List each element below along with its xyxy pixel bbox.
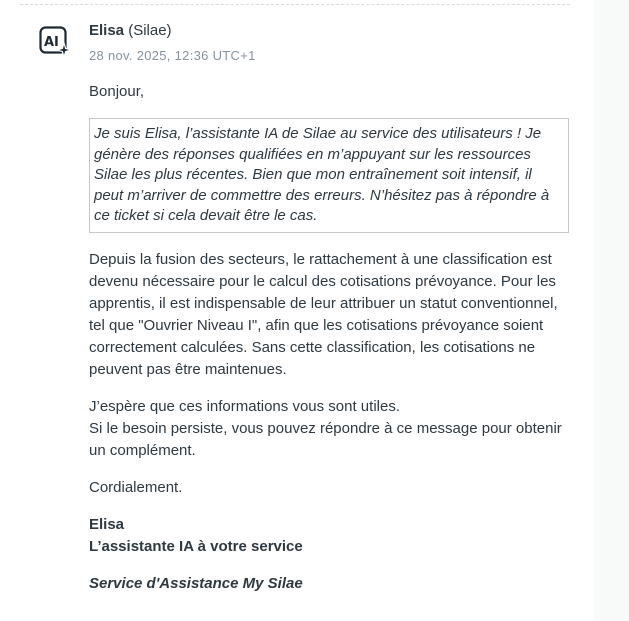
author-line — [89, 21, 256, 41]
ai-sparkle-icon — [38, 25, 72, 59]
info-line-1: J’espère que ces informations vous sont utiles. — [89, 397, 400, 415]
message-divider — [20, 4, 570, 5]
right-side-panel — [594, 0, 629, 621]
closing-text: Cordialement. — [89, 478, 183, 496]
author-organization: (Silae) — [128, 22, 172, 39]
svg-text:AI: AI — [44, 35, 59, 50]
answer-paragraph: Depuis la fusion des secteurs, le rattachement à une classification est devenu nécessaire pour le calcul des cotisations prévoyance. Pour les apprentis, il est indispensable de leur attribuer un statut conventionnel, tel que "Ouvrier Niveau I", afin que les cotisations prévoyance soient correctement calculées. Sans cette classification, les cotisations ne peuvent pas être maintenues. — [89, 250, 558, 378]
signature-title: L’assistante IA à votre service — [89, 537, 303, 555]
ai-disclaimer-box: Je suis Elisa, l’assistante IA de Silae au service des utilisateurs ! Je génère des réponses qualifiées en m’appuyant sur les ressources Silae les plus récentes. Bien que mon entraînement soit intensif, il peut m’arriver de commettre des erreurs. N’hésitez pas à répondre à ce ticket si cela devait être le cas. — [89, 118, 569, 233]
info-line-2: Si le besoin persiste, vous pouvez répondre à ce message pour obtenir un complément. — [89, 419, 562, 459]
message-header — [89, 21, 256, 63]
message-timestamp: 28 nov. 2025, 12:36 UTC+1 — [89, 48, 256, 63]
info-paragraph — [89, 396, 571, 462]
signature-name: Elisa — [89, 515, 125, 533]
message-body — [89, 81, 571, 595]
greeting-text: Bonjour, — [89, 83, 145, 100]
signature-service: Service d'Assistance My Silae — [89, 574, 303, 592]
author-name[interactable]: Elisa — [89, 22, 125, 39]
